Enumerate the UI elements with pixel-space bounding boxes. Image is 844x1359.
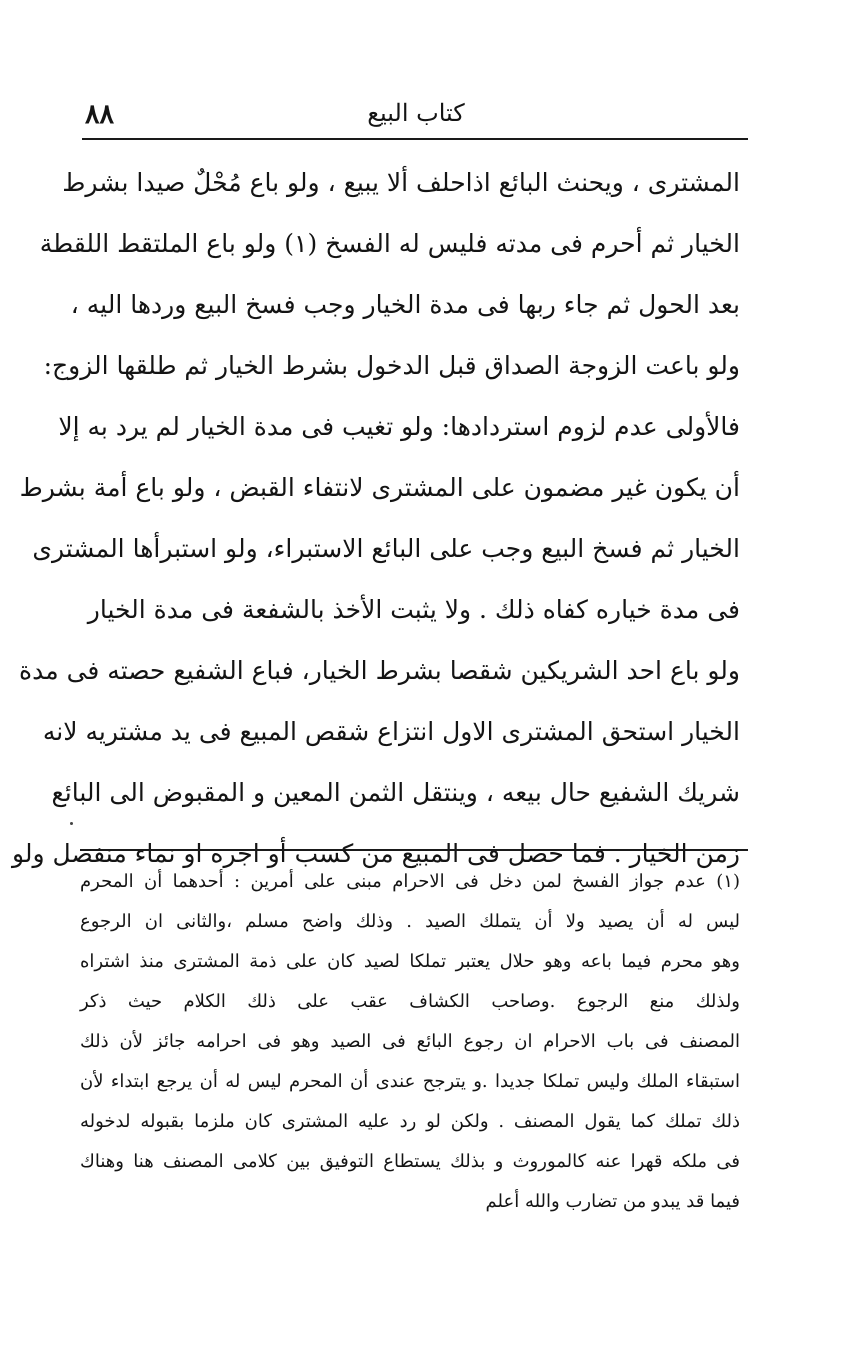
footnote-line: المصنف فى باب الاحرام ان رجوع البائع فى الصيد وهو فى احرامه جائز لأن ذلك (80, 1031, 740, 1052)
text-line: فالأولى عدم لزوم استردادها: ولو تغيب فى مدة الخيار لم يرد به إلا (58, 412, 740, 441)
text-line: بعد الحول ثم جاء ربها فى مدة الخيار وجب فسخ البيع وردها اليه ، (70, 290, 740, 319)
text-line: المشترى ، ويحنث البائع اذاحلف ألا يبيع ، ولو باع مُحْلٌ صيدا بشرط (62, 168, 740, 197)
main-text (11, 152, 740, 884)
footnote (80, 862, 740, 1222)
text-line: أن يكون غير مضمون على المشترى لانتفاء القبض ، ولو باع أمة بشرط (19, 473, 740, 502)
footnote-line: ذلك تملك كما يقول المصنف . ولكن لو رد عليه المشترى كان ملزما بقبوله لدخوله (80, 1111, 740, 1132)
text-line: زمن الخيار . فما حصل فى المبيع من كسب أو اجرة او نماء منفصل ولو (11, 839, 740, 868)
running-title: كتاب البيع (367, 99, 465, 127)
text-line: ولو باعت الزوجة الصداق قبل الدخول بشرط الخيار ثم طلقها الزوج: (43, 351, 740, 380)
text-line: الخيار ثم أحرم فى مدته فليس له الفسخ (١) ولو باع الملتقط اللقطة (39, 229, 740, 258)
page-number: ٨٨ (85, 99, 115, 130)
footnote-line: فيما قد يبدو من تضارب والله أعلم (485, 1191, 740, 1212)
footnote-line: (١) عدم جواز الفسخ لمن دخل فى الاحرام مبنى على أمرين : أحدهما أن المحرم (80, 871, 740, 892)
text-line: ولو باع احد الشريكين شقصا بشرط الخيار، فباع الشفيع حصته فى مدة (19, 656, 740, 685)
page-header (85, 96, 747, 136)
header-rule (82, 138, 748, 140)
text-line: شريك الشفيع حال بيعه ، وينتقل الثمن المعين و المقبوض الى البائع (51, 778, 740, 807)
text-line: فى مدة خياره كفاه ذلك . ولا يثبت الأخذ بالشفعة فى مدة الخيار (87, 595, 740, 624)
text-line: الخيار استحق المشترى الاول انتزاع شقص المبيع فى يد مشتريه لانه (42, 717, 740, 746)
footnote-line: فى ملكه قهرا عنه كالموروث و بذلك يستطاع التوفيق بين كلامى المصنف هنا وهناك (80, 1151, 740, 1172)
footnote-line: استبقاء الملك وليس تملكا جديدا .و يترجح عندى أن المحرم ليس له أن يرجع ابتداء لأن (80, 1071, 740, 1092)
text-line: الخيار ثم فسخ البيع وجب على البائع الاستبراء، ولو استبرأها المشترى (32, 534, 740, 563)
footnote-line: ليس له أن يصيد ولا أن يتملك الصيد . وذلك واضح مسلم ،والثانى ان الرجوع (80, 911, 740, 932)
print-speck (70, 822, 73, 825)
footnote-line: وهو محرم فيما باعه وهو حلال يعتبر تملكا لصيد كان على ذمة المشترى منذ اشتراه (80, 951, 740, 972)
footnote-line: ولذلك منع الرجوع .وصاحب الكشاف عقب على ذلك الكلام حيث ذكر (80, 991, 740, 1012)
footnote-rule (80, 849, 748, 851)
